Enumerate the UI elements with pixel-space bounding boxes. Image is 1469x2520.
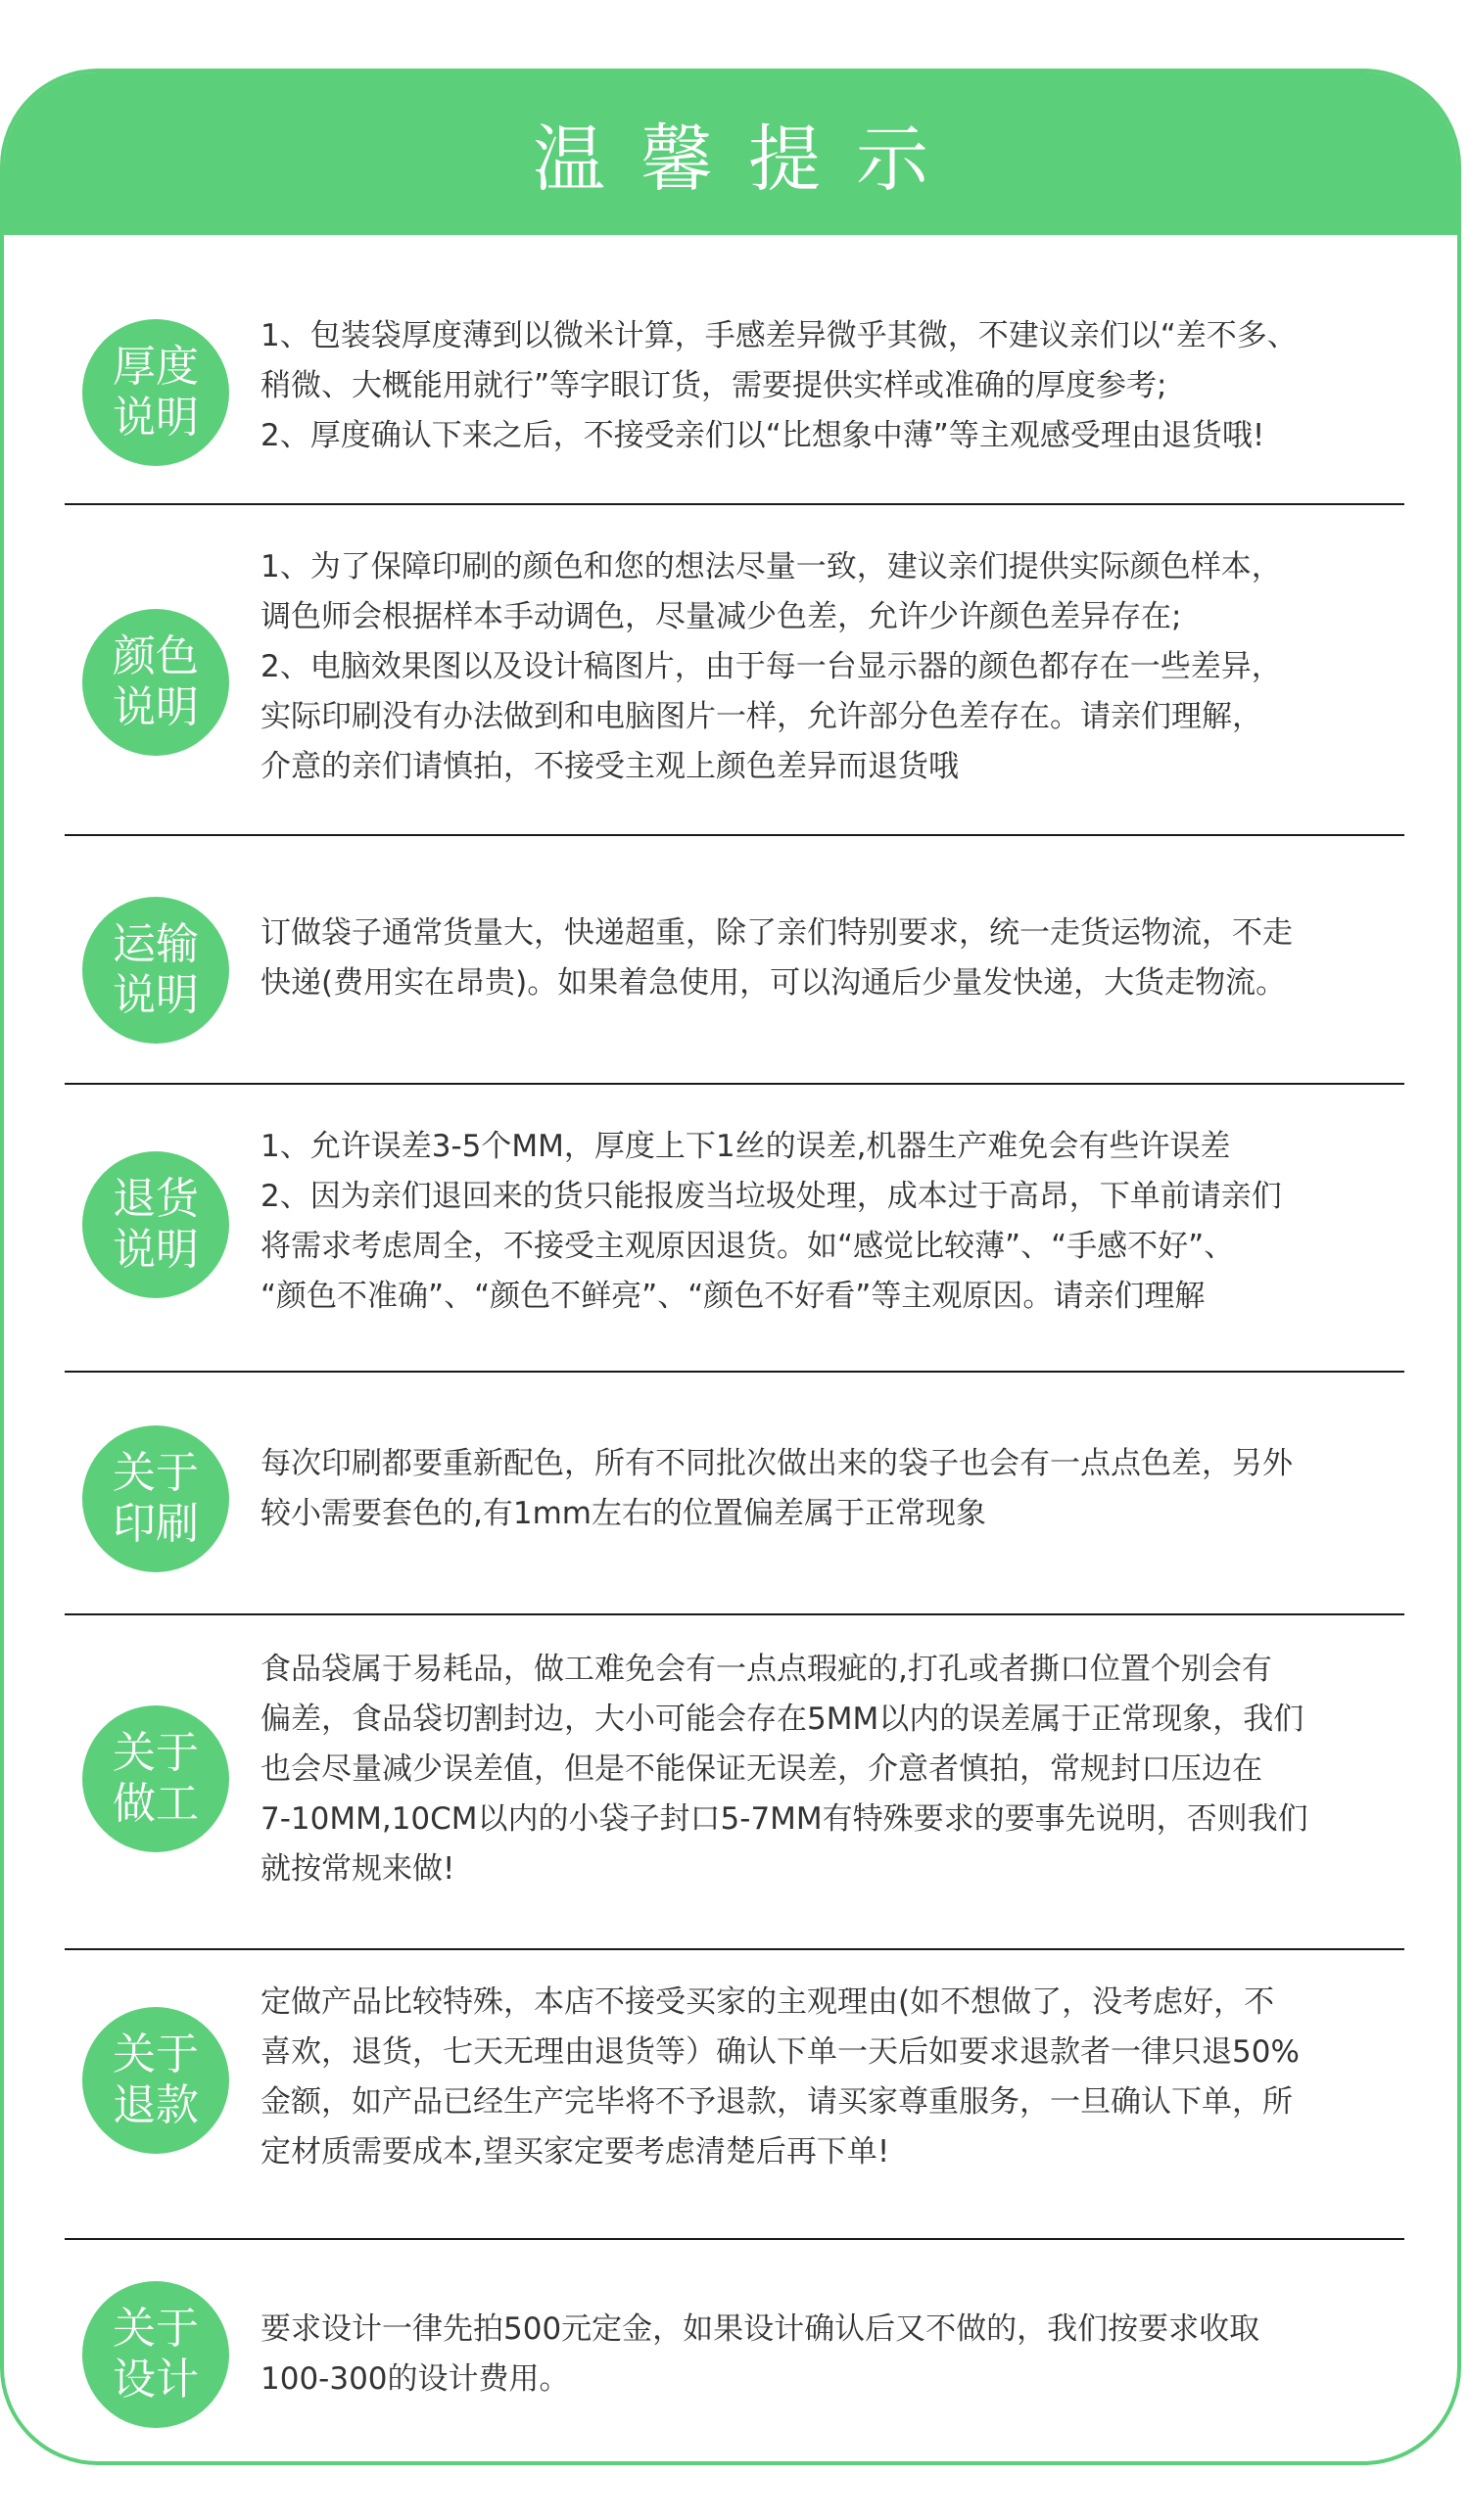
section-text-design: 要求设计一律先拍500元定金，如果设计确认后又不做的，我们按要求收取 100-300的设计费用。 <box>261 2311 1260 2397</box>
badge-line-2: 说明 <box>113 970 199 1020</box>
badge-line-1: 退货 <box>113 1174 199 1224</box>
badge-printing <box>82 1425 229 1572</box>
badge-line-2: 退款 <box>113 2080 199 2130</box>
badge-line-2: 说明 <box>113 1225 199 1275</box>
badge-line-1: 关于 <box>113 2030 199 2079</box>
badge-line-1: 关于 <box>113 2304 199 2354</box>
section-text-refund: 定做产品比较特殊，本店不接受买家的主观理由(如不想做了，没考虑好，不 喜欢，退货，七天无理由退货等）确认下单一天后如要求退款者一律只退50% 金额，如产品已经生产完毕将不予退款，请买家尊重服务，一旦确认下单，所 定材质需要成本,望买家定要考虑清楚后再下单! <box>261 1984 1300 2170</box>
section-text-shipping: 订做袋子通常货量大，快递超重，除了亲们特别要求，统一走货运物流，不走 快递(费用实在昂贵)。如果着急使用，可以沟通后少量发快递，大货走物流。 <box>261 915 1293 1001</box>
divider <box>65 1083 1404 1085</box>
section-text-printing: 每次印刷都要重新配色，所有不同批次做出来的袋子也会有一点点色差，另外 较小需要套色的,有1mm左右的位置偏差属于正常现象 <box>261 1446 1293 1531</box>
badge-line-2: 设计 <box>113 2355 199 2404</box>
badge-shipping <box>82 897 229 1044</box>
section-text-returns: 1、允许误差3-5个MM，厚度上下1丝的误差,机器生产难免会有些许误差 2、因为亲们退回来的货只能报废当垃圾处理，成本过于高昂，下单前请亲们 将需求考虑周全，不接受主观原因退货。如“感觉比较薄”、“手感不好”、 “颜色不准确”、“颜色不鲜亮”、“颜色不好看”等主观原因。请亲们理解 <box>261 1129 1282 1314</box>
badge-returns <box>82 1151 229 1298</box>
header-bar <box>4 72 1457 235</box>
divider <box>65 1613 1404 1615</box>
badge-workmanship <box>82 1705 229 1852</box>
badge-line-2: 印刷 <box>113 1499 199 1549</box>
divider <box>65 834 1404 836</box>
badge-line-1: 厚度 <box>113 342 199 392</box>
badge-design <box>82 2281 229 2428</box>
badge-line-1: 关于 <box>113 1448 199 1498</box>
badge-line-2: 说明 <box>113 393 199 443</box>
badge-color <box>82 609 229 756</box>
divider <box>65 1371 1404 1373</box>
section-text-color: 1、为了保障印刷的颜色和您的想法尽量一致，建议亲们提供实际颜色样本， 调色师会根据样本手动调色，尽量减少色差，允许少许颜色差异存在; 2、电脑效果图以及设计稿图片，由于每一台显示器的颜色都存在一些差异， 实际印刷没有办法做到和电脑图片一样，允许部分色差存在。请亲们理解， 介意的亲们请慎拍，不接受主观上颜色差异而退货哦 <box>261 549 1282 784</box>
badge-line-2: 说明 <box>113 682 199 732</box>
divider <box>65 503 1404 505</box>
badge-line-1: 运输 <box>113 919 199 969</box>
badge-line-2: 做工 <box>113 1779 199 1829</box>
badge-line-1: 关于 <box>113 1728 199 1778</box>
badge-line-1: 颜色 <box>113 631 199 681</box>
page-title: 温馨提示 <box>533 117 964 202</box>
section-text-workmanship: 食品袋属于易耗品，做工难免会有一点点瑕疵的,打孔或者撕口位置个别会有 偏差，食品袋切割封边，大小可能会存在5MM以内的误差属于正常现象，我们 也会尽量减少误差值，但是不能保证无误差，介意者慎拍，常规封口压边在 7-10MM,10CM以内的小袋子封口5-7MM有特殊要求的要事先说明，否则我们 就按常规来做! <box>261 1652 1308 1887</box>
badge-refund <box>82 2007 229 2154</box>
section-text-thickness: 1、包装袋厚度薄到以微米计算，手感差异微乎其微，不建议亲们以“差不多、 稍微、大概能用就行”等字眼订货，需要提供实样或准确的厚度参考; 2、厚度确认下来之后，不接受亲们以“比想象中薄”等主观感受理由退货哦! <box>261 318 1298 453</box>
notice-card <box>0 69 1461 2465</box>
divider <box>65 1948 1404 1950</box>
badge-thickness <box>82 319 229 466</box>
divider <box>65 2238 1404 2240</box>
